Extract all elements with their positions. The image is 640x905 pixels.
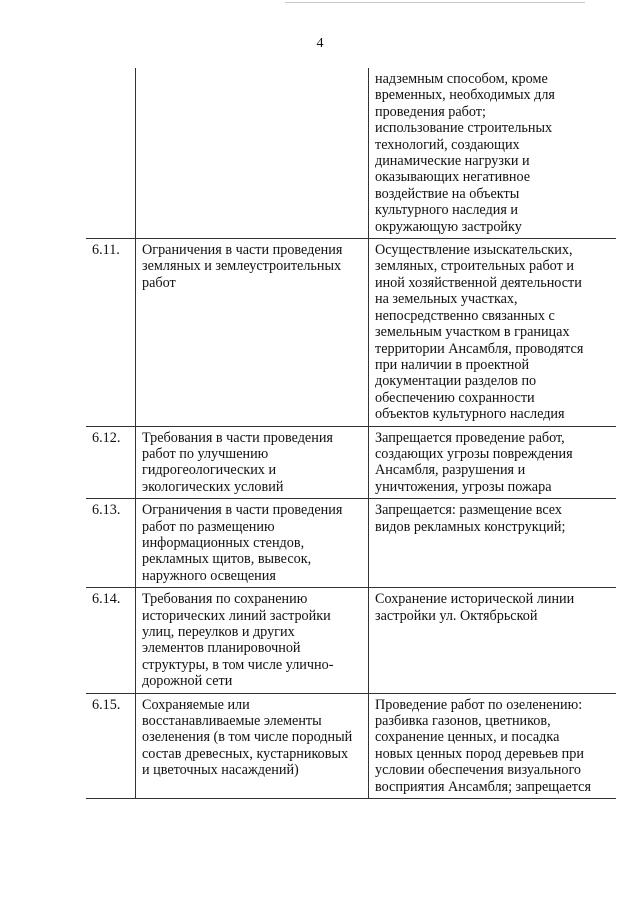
description-line: Запрещается проведение работ, [375, 429, 565, 446]
title-line: и цветочных насаждений) [142, 762, 299, 779]
description-line: создающих угрозы повреждения [375, 445, 573, 462]
description-line: документации разделов по [375, 373, 537, 390]
item-number: 6.14. [86, 588, 136, 692]
item-number: 6.13. [86, 499, 136, 587]
item-title [136, 499, 369, 587]
title-line: информационных стендов, [142, 534, 305, 551]
description-line: восприятия Ансамбля; запрещается [375, 778, 591, 795]
title-line: дорожной сети [142, 673, 233, 690]
item-description [369, 68, 616, 238]
title-line: работ по размещению [142, 518, 275, 535]
title-line: улиц, переулков и других [142, 624, 295, 640]
title-line: Ограничения в части проведения [142, 242, 343, 259]
title-line: восстанавливаемые элементы [142, 713, 322, 730]
title-line: гидрогеологических и [142, 462, 277, 479]
item-description [369, 694, 616, 798]
description-line: Осуществление изыскательских, [375, 242, 573, 259]
description-line: видов рекламных конструкций; [375, 518, 566, 535]
table-row [86, 427, 616, 500]
description-line: иной хозяйственной деятельности [375, 274, 582, 291]
table-row [86, 499, 616, 588]
item-description [369, 239, 616, 425]
description-line: территории Ансамбля, проводятся [375, 340, 584, 357]
table-row [86, 588, 616, 693]
title-line: элементов планировочной [142, 640, 301, 657]
page-number: 4 [316, 36, 324, 51]
title-line: озеленения (в том числе породный [142, 729, 353, 746]
description-line: обеспечению сохранности [375, 389, 535, 406]
item-number: 6.12. [86, 427, 136, 499]
description-line: проведения работ; [375, 103, 486, 120]
title-line: Требования по сохранению [142, 591, 308, 608]
item-number: 6.11. [86, 239, 136, 425]
title-line: Сохраняемые или [142, 696, 250, 713]
item-title [136, 239, 369, 425]
description-line: условии обеспечения визуального [375, 762, 582, 779]
description-line: сохранение ценных, и посадка [375, 729, 560, 746]
title-line: структуры, в том числе улично- [142, 656, 334, 673]
description-line: временных, необходимых для [375, 87, 555, 104]
item-title [136, 694, 369, 798]
description-line: на земельных участках, [375, 291, 518, 308]
description-line: технологий, создающих [375, 136, 520, 153]
description-line: культурного наследия и [375, 202, 519, 219]
item-title [136, 427, 369, 499]
item-title [136, 588, 369, 692]
title-line: Требования в части проведения [142, 429, 333, 446]
title-line: исторических линий застройки [142, 607, 331, 624]
table-row [86, 239, 616, 426]
item-description [369, 499, 616, 587]
description-line: использование строительных [375, 120, 553, 137]
item-number [86, 68, 136, 238]
description-line: воздействие на объекты [375, 185, 520, 202]
title-line: наружного освещения [142, 567, 276, 584]
title-line: работ [142, 274, 176, 291]
description-line: надземным способом, кроме [375, 71, 548, 87]
description-line: Проведение работ по озеленению: [375, 696, 583, 713]
title-line: земляных и землеустроительных [142, 258, 342, 275]
title-line: экологических условий [142, 478, 284, 495]
description-line: земельным участком в границах [375, 324, 570, 341]
description-line: застройки ул. Октябрьской [375, 607, 538, 624]
restrictions-table [86, 68, 616, 799]
table-row [86, 68, 616, 239]
description-line: окружающую застройку [375, 218, 522, 235]
title-line: рекламных щитов, вывесок, [142, 551, 312, 568]
title-line: Ограничения в части проведения [142, 502, 343, 519]
description-line: земляных, строительных работ и [375, 258, 574, 275]
item-description [369, 588, 616, 692]
description-line: непосредственно связанных с [375, 307, 555, 324]
item-number: 6.15. [86, 694, 136, 798]
table-row [86, 694, 616, 799]
description-line: оказывающих негативное [375, 169, 531, 186]
description-line: при наличии в проектной [375, 356, 530, 373]
description-line: Сохранение исторической линии [375, 591, 575, 608]
title-line: состав древесных, кустарниковых [142, 745, 349, 762]
description-line: уничтожения, угрозы пожара [375, 478, 552, 495]
item-description [369, 427, 616, 499]
description-line: новых ценных пород деревьев при [375, 745, 584, 762]
description-line: объектов культурного наследия [375, 406, 565, 423]
description-line: динамические нагрузки и [375, 153, 530, 170]
description-line: Запрещается: размещение всех [375, 502, 563, 519]
description-line: Ансамбля, разрушения и [375, 462, 526, 479]
description-line: разбивка газонов, цветников, [375, 713, 551, 730]
title-line: работ по улучшению [142, 445, 269, 462]
scan-top-rule [285, 2, 585, 3]
item-title [136, 68, 369, 238]
